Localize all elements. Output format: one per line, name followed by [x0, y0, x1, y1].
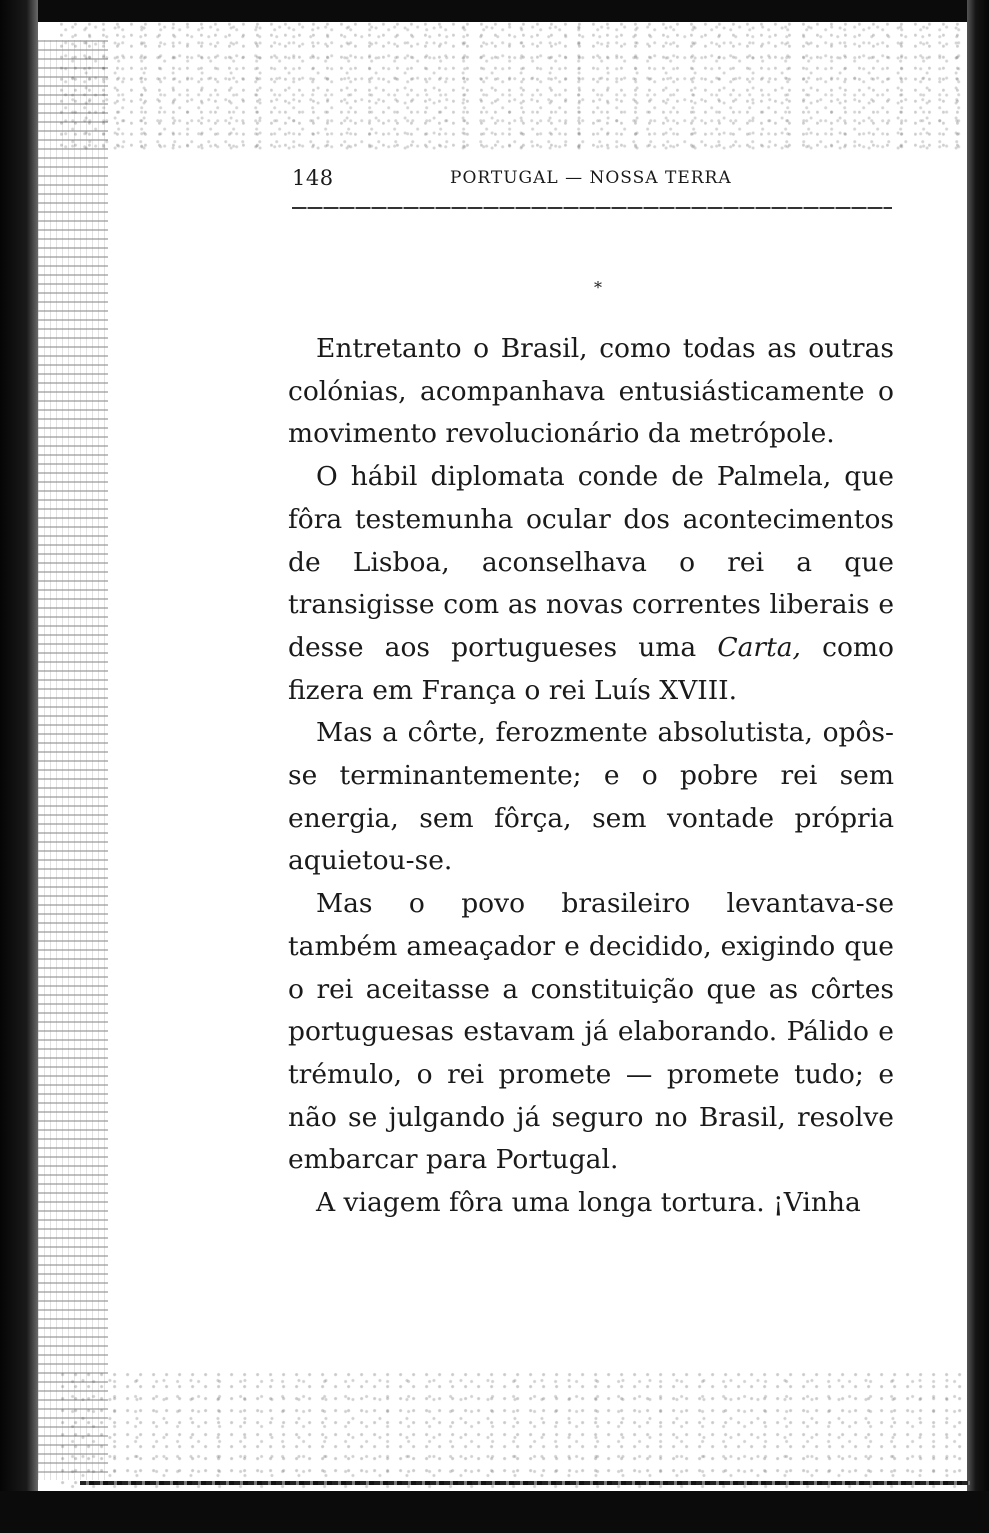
running-head	[292, 166, 892, 196]
page-number: 148	[292, 166, 334, 190]
scan-bottom-noise	[60, 1371, 970, 1491]
header-rule	[292, 207, 892, 209]
paragraph-text: como fizera em França o rei Luís XVIII.	[288, 631, 894, 706]
paragraph	[288, 712, 894, 883]
paragraph	[288, 1182, 894, 1225]
paragraph	[288, 328, 894, 456]
paragraph-text: Mas o povo brasileiro levantava-se também ameaçador e decidido, exigindo que o rei aceitasse a constituição que as côrtes portuguesas estavam já elaborando. Pálido e trémulo, o rei promete — promete tudo; e não se julgando já seguro no Brasil, resolve embarcar para Portugal.	[288, 888, 894, 1176]
scan-bottom-edge	[0, 1491, 989, 1533]
scan-top-edge	[0, 0, 989, 22]
ornament-mark: *	[594, 278, 602, 297]
paragraph	[288, 883, 894, 1182]
running-title: PORTUGAL — NOSSA TERRA	[450, 168, 732, 188]
scan-top-noise	[60, 22, 989, 152]
paragraph-text: Entretanto o Brasil, como todas as outras colónias, acompanhava entusiásticamente o movimento revolucionário da metrópole.	[288, 333, 894, 450]
paragraph	[288, 456, 894, 712]
body-text	[288, 328, 894, 1225]
scan-bottom-line	[80, 1481, 970, 1485]
paragraph-italic-text: Carta,	[717, 631, 801, 663]
scan-right-edge	[967, 0, 989, 1533]
scan-binding-edge	[0, 0, 38, 1533]
paragraph-text: A viagem fôra uma longa tortura. ¡Vinha	[316, 1187, 861, 1219]
scan-left-noise	[38, 40, 108, 1480]
paragraph-text: Mas a côrte, ferozmente absolutista, opôs-se terminantemente; e o pobre rei sem energia, sem fôrça, sem vontade própria aquietou-se.	[288, 717, 894, 877]
paragraph-text: O hábil diplomata conde de Palmela, que fôra testemunha ocular dos acontecimentos de Lisboa, aconselhava o rei a que transigisse com as novas correntes liberais e desse aos portugueses uma	[288, 461, 894, 663]
